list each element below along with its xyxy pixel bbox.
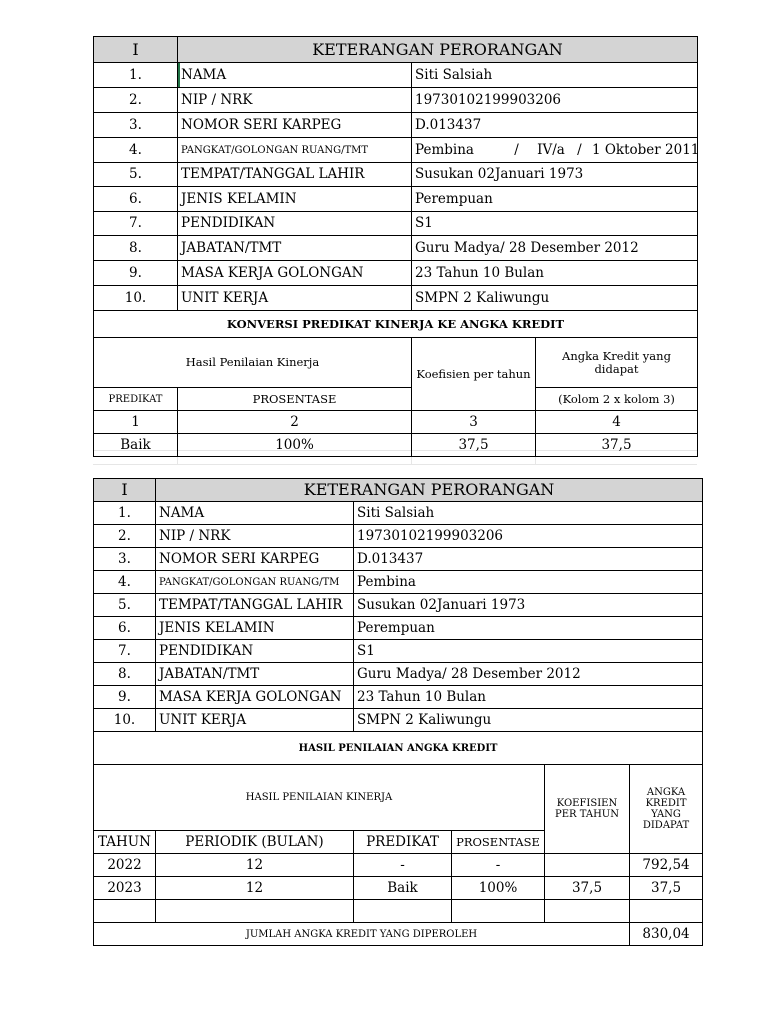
table-row[interactable]: [94, 525, 703, 548]
tmt-value: 1 Oktober 2011: [591, 141, 700, 158]
angka-kredit-cell[interactable]: 37,5: [536, 434, 698, 457]
predikat-header: PREDIKAT: [94, 388, 178, 411]
field-value[interactable]: Guru Madya/ 28 Desember 2012: [354, 663, 703, 686]
column-number: 3: [412, 411, 536, 434]
column-number: 1: [94, 411, 178, 434]
prosentase-cell[interactable]: -: [452, 854, 545, 877]
field-label[interactable]: NAMA: [178, 63, 412, 88]
table-row[interactable]: [94, 113, 698, 138]
tahun-cell[interactable]: 2023: [94, 877, 156, 900]
section-number: I: [94, 37, 178, 63]
field-label[interactable]: NOMOR SERI KARPEG: [156, 548, 354, 571]
column-number: 2: [178, 411, 412, 434]
table-header-row: [94, 37, 698, 63]
section-heading: KONVERSI PREDIKAT KINERJA KE ANGKA KREDIT: [94, 311, 698, 338]
field-value[interactable]: Perempuan: [412, 187, 698, 212]
field-label[interactable]: MASA KERJA GOLONGAN: [156, 686, 354, 709]
field-label[interactable]: NIP / NRK: [156, 525, 354, 548]
table-row[interactable]: [94, 286, 698, 311]
field-label[interactable]: NIP / NRK: [178, 88, 412, 113]
row-number: 7.: [94, 212, 178, 236]
jumlah-value[interactable]: 830,04: [630, 923, 703, 946]
row-number: 2.: [94, 525, 156, 548]
field-label[interactable]: JENIS KELAMIN: [156, 617, 354, 640]
empty-cell[interactable]: [156, 900, 354, 923]
table-row[interactable]: [94, 640, 703, 663]
table-row[interactable]: [94, 854, 703, 877]
column-group-header-row: [94, 338, 698, 388]
koefisien-cell[interactable]: 37,5: [412, 434, 536, 457]
field-value[interactable]: Guru Madya/ 28 Desember 2012: [412, 236, 698, 261]
predikat-cell[interactable]: Baik: [354, 877, 452, 900]
field-value[interactable]: 23 Tahun 10 Bulan: [354, 686, 703, 709]
prosentase-cell[interactable]: 100%: [452, 877, 545, 900]
angka-kredit-header: Angka Kredit yang didapat: [536, 338, 698, 388]
table-row[interactable]: [94, 138, 698, 163]
empty-cell[interactable]: [545, 900, 630, 923]
column-number-row: [94, 411, 698, 434]
golongan-value: IV/a: [537, 141, 565, 158]
table-row[interactable]: [94, 548, 703, 571]
section-title: KETERANGAN PERORANGAN: [178, 37, 698, 63]
hasil-penilaian-header: HASIL PENILAIAN KINERJA: [94, 765, 545, 831]
row-number: 9.: [94, 686, 156, 709]
table-row[interactable]: [94, 261, 698, 286]
predikat-header: PREDIKAT: [354, 831, 452, 854]
field-value[interactable]: S1: [412, 212, 698, 236]
field-value[interactable]: D.013437: [412, 113, 698, 138]
koefisien-cell[interactable]: [545, 854, 630, 877]
table-header-row: [94, 479, 703, 502]
field-label[interactable]: PANGKAT/GOLONGAN RUANG/TMT: [178, 138, 412, 163]
empty-cell[interactable]: [452, 900, 545, 923]
field-value[interactable]: 23 Tahun 10 Bulan: [412, 261, 698, 286]
separator: /: [514, 141, 519, 158]
section-heading: HASIL PENILAIAN ANGKA KREDIT: [94, 732, 703, 765]
section-number: I: [94, 479, 156, 502]
empty-cell[interactable]: [94, 900, 156, 923]
field-value[interactable]: Siti Salsiah: [354, 502, 703, 525]
field-value[interactable]: SMPN 2 Kaliwungu: [354, 709, 703, 732]
column-number: 4: [536, 411, 698, 434]
row-number: 2.: [94, 88, 178, 113]
field-label[interactable]: MASA KERJA GOLONGAN: [178, 261, 412, 286]
pangkat-value: Pembina: [415, 141, 474, 158]
column-group-header-row: [94, 765, 703, 831]
section-title: KETERANGAN PERORANGAN: [156, 479, 703, 502]
prosentase-cell[interactable]: 100%: [178, 434, 412, 457]
table-row[interactable]: [94, 63, 698, 88]
empty-row[interactable]: [94, 900, 703, 923]
row-number: 1.: [94, 502, 156, 525]
jumlah-label: JUMLAH ANGKA KREDIT YANG DIPEROLEH: [94, 923, 630, 946]
predikat-cell[interactable]: Baik: [94, 434, 178, 457]
koefisien-cell[interactable]: 37,5: [545, 877, 630, 900]
row-number: 1.: [94, 63, 178, 88]
angka-kredit-header: ANGKA KREDIT YANG DIDAPAT: [630, 765, 703, 854]
field-label[interactable]: NAMA: [156, 502, 354, 525]
table-row[interactable]: [94, 502, 703, 525]
field-value[interactable]: D.013437: [354, 548, 703, 571]
row-number: 3.: [94, 113, 178, 138]
total-row[interactable]: [94, 923, 703, 946]
hasil-penilaian-header: Hasil Penilaian Kinerja: [94, 338, 412, 388]
personal-info-table-1: [93, 36, 698, 457]
separator: /: [577, 141, 582, 158]
table-row[interactable]: [94, 236, 698, 261]
field-label[interactable]: UNIT KERJA: [156, 709, 354, 732]
table-row[interactable]: [94, 594, 703, 617]
periodik-cell[interactable]: 12: [156, 877, 354, 900]
table-row[interactable]: [94, 212, 698, 236]
row-number: 10.: [94, 709, 156, 732]
field-label[interactable]: PENDIDIKAN: [156, 640, 354, 663]
row-number: 8.: [94, 663, 156, 686]
field-label[interactable]: JABATAN/TMT: [156, 663, 354, 686]
table-row[interactable]: [94, 709, 703, 732]
row-number: 9.: [94, 261, 178, 286]
field-label[interactable]: JENIS KELAMIN: [178, 187, 412, 212]
periodik-cell[interactable]: 12: [156, 854, 354, 877]
row-number: 3.: [94, 548, 156, 571]
field-value[interactable]: Susukan 02Januari 1973: [412, 163, 698, 187]
field-value[interactable]: S1: [354, 640, 703, 663]
row-number: 6.: [94, 187, 178, 212]
periodik-header: PERIODIK (BULAN): [156, 831, 354, 854]
column-header-row: [94, 388, 698, 411]
empty-cell[interactable]: [354, 900, 452, 923]
section-heading-row: [94, 311, 698, 338]
koefisien-header: Koefisien per tahun: [412, 338, 536, 411]
table-row[interactable]: [94, 686, 703, 709]
row-number: 5.: [94, 163, 178, 187]
field-label[interactable]: TEMPAT/TANGGAL LAHIR: [156, 594, 354, 617]
field-value[interactable]: Susukan 02Januari 1973: [354, 594, 703, 617]
row-number: 5.: [94, 594, 156, 617]
field-label[interactable]: JABATAN/TMT: [178, 236, 412, 261]
table-row[interactable]: [94, 877, 703, 900]
table-row[interactable]: [94, 88, 698, 113]
angka-kredit-cell[interactable]: 792,54: [630, 854, 703, 877]
field-label[interactable]: NOMOR SERI KARPEG: [178, 113, 412, 138]
table-row[interactable]: [94, 187, 698, 212]
field-value[interactable]: Perempuan: [354, 617, 703, 640]
field-value[interactable]: [412, 138, 698, 163]
table-row[interactable]: [94, 434, 698, 457]
kolom-note: (Kolom 2 x kolom 3): [536, 388, 698, 411]
field-label[interactable]: TEMPAT/TANGGAL LAHIR: [178, 163, 412, 187]
empty-cell[interactable]: [630, 900, 703, 923]
koefisien-header: KOEFISIEN PER TAHUN: [545, 765, 630, 854]
field-label[interactable]: PANGKAT/GOLONGAN RUANG/TM: [156, 571, 354, 594]
row-number: 8.: [94, 236, 178, 261]
table-row[interactable]: [94, 617, 703, 640]
field-value[interactable]: 19730102199903206: [412, 88, 698, 113]
field-value[interactable]: SMPN 2 Kaliwungu: [412, 286, 698, 311]
field-value[interactable]: 19730102199903206: [354, 525, 703, 548]
row-number: 4.: [94, 571, 156, 594]
personal-info-table-2: [93, 478, 703, 946]
field-label[interactable]: PENDIDIKAN: [178, 212, 412, 236]
gridline: [93, 464, 697, 465]
row-number: 7.: [94, 640, 156, 663]
table-row[interactable]: [94, 663, 703, 686]
table-row[interactable]: [94, 571, 703, 594]
tahun-cell[interactable]: 2022: [94, 854, 156, 877]
prosentase-header: PROSENTASE: [452, 831, 545, 854]
prosentase-header: PROSENTASE: [178, 388, 412, 411]
field-value[interactable]: Pembina: [354, 571, 703, 594]
section-heading-row: [94, 732, 703, 765]
tahun-header: TAHUN: [94, 831, 156, 854]
field-value[interactable]: Siti Salsiah: [412, 63, 698, 88]
field-label[interactable]: UNIT KERJA: [178, 286, 412, 311]
row-number: 4.: [94, 138, 178, 163]
row-number: 10.: [94, 286, 178, 311]
table-row[interactable]: [94, 163, 698, 187]
row-number: 6.: [94, 617, 156, 640]
angka-kredit-cell[interactable]: 37,5: [630, 877, 703, 900]
predikat-cell[interactable]: -: [354, 854, 452, 877]
